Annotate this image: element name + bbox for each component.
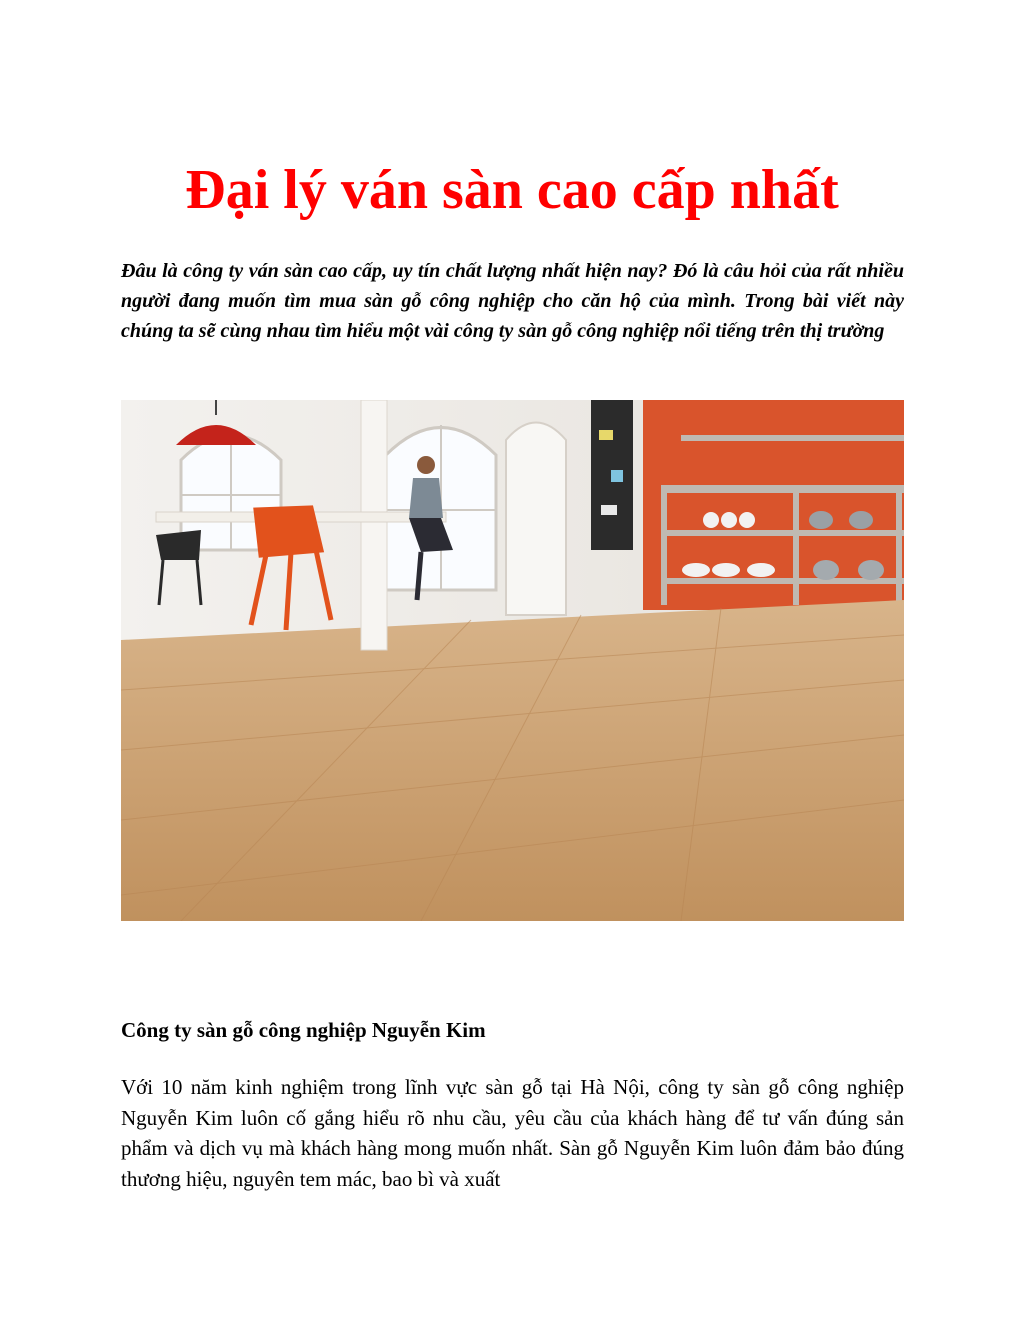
section-body: Với 10 năm kinh nghiệm trong lĩnh vực sàn gỗ tại Hà Nội, công ty sàn gỗ công nghiệp Nguyễn Kim luôn cố gắng hiểu rõ nhu cầu, yêu cầu của khách hàng để tư vấn đúng sản phẩm và dịch vụ mà khách hàng mong muốn nhất. Sàn gỗ Nguyễn Kim luôn đảm bảo đúng thương hiệu, nguyên tem mác, bao bì và xuất (121, 1075, 904, 1191)
page-title: Đại lý ván sàn cao cấp nhất (185, 159, 839, 221)
arch-doorway (506, 423, 566, 616)
section-heading: Công ty sàn gỗ công nghiệp Nguyễn Kim (121, 1018, 486, 1042)
intro-paragraph: Đâu là công ty ván sàn cao cấp, uy tín chất lượng nhất hiện nay? Đó là câu hỏi của rất nhiều người đang muốn tìm mua sàn gỗ công nghiệp cho căn hộ của mình. Trong bài viết này chúng ta sẽ cùng nhau tìm hiểu một vài công ty sàn gỗ công nghiệp nổi tiếng trên thị trường (121, 260, 904, 342)
white-column (361, 400, 387, 650)
wood-floor (121, 600, 904, 921)
hero-image (121, 400, 904, 921)
